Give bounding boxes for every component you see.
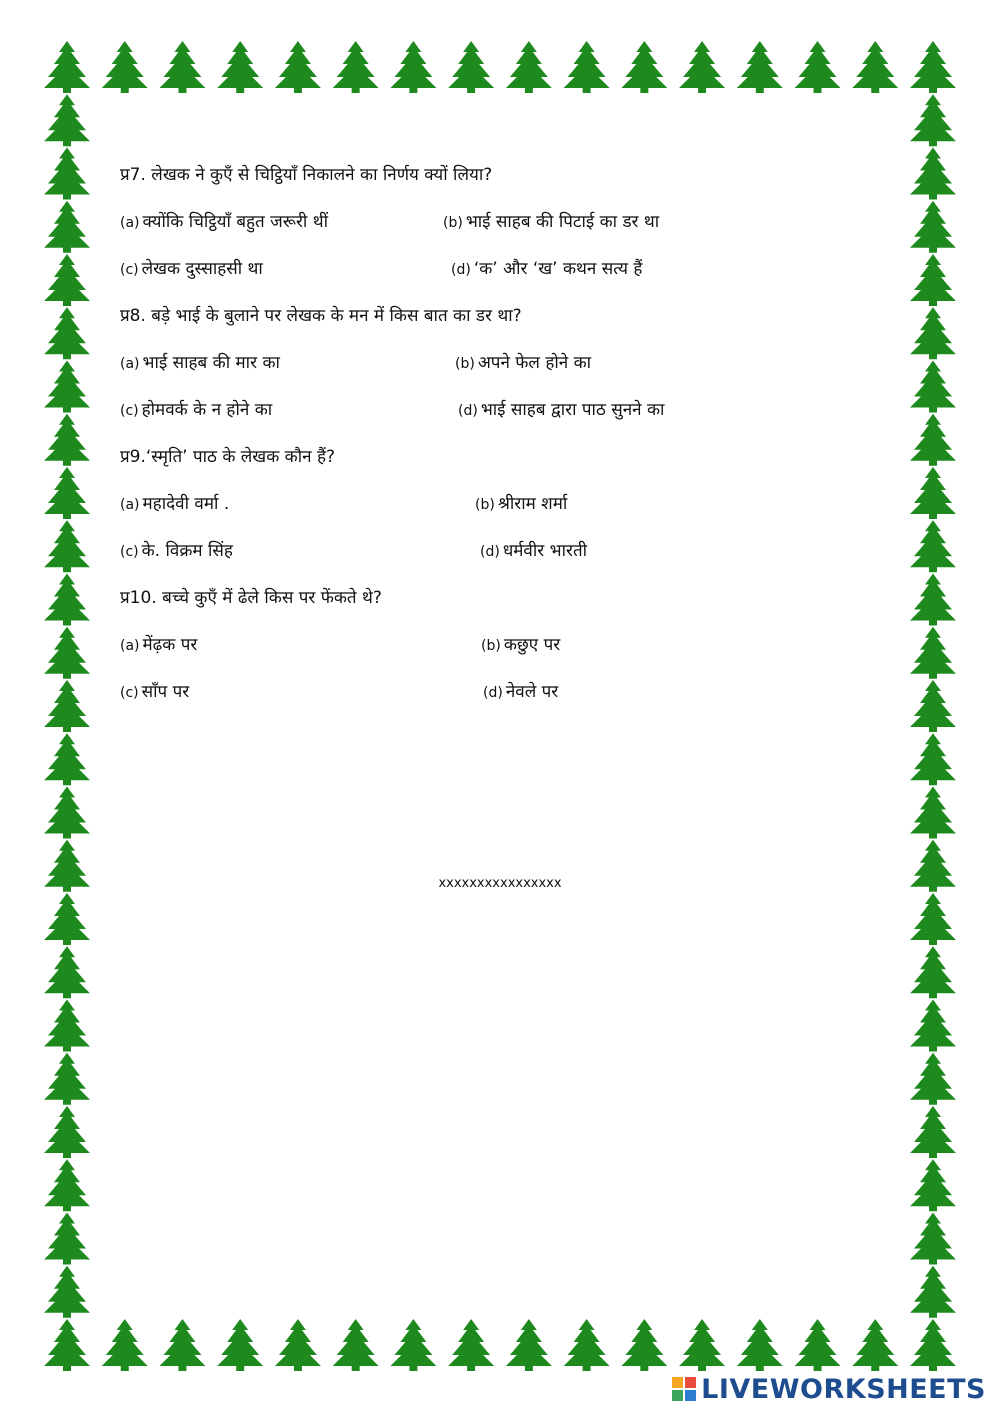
tree-icon <box>44 1213 90 1265</box>
tree-icon <box>333 41 379 93</box>
tree-icon <box>390 1319 436 1371</box>
option-tag: (b) <box>443 215 463 231</box>
tree-icon <box>102 41 148 93</box>
tree-icon <box>910 627 956 679</box>
tree-icon <box>44 787 90 839</box>
option-tag: (a) <box>120 638 140 654</box>
tree-icon <box>217 1319 263 1371</box>
tree-icon <box>333 1319 379 1371</box>
option-text: ‘क’ और ‘ख’ कथन सत्य हैं <box>473 259 643 279</box>
option-tag: (a) <box>120 215 140 231</box>
tree-icon <box>621 41 667 93</box>
option-tag: (d) <box>480 544 500 560</box>
tree-icon <box>910 893 956 945</box>
question-10-option-d[interactable] <box>483 681 558 704</box>
option-text: होमवर्क के न होने का <box>141 400 273 420</box>
tree-icon <box>737 41 783 93</box>
tree-icon <box>506 1319 552 1371</box>
tree-icon <box>44 1053 90 1105</box>
question-9: प्र9.‘स्मृति’ पाठ के लेखक कौन हैं? <box>120 447 336 467</box>
option-tag: (c) <box>120 685 139 701</box>
tree-icon <box>910 574 956 626</box>
option-text: नेवले पर <box>505 682 559 702</box>
question-7-option-d[interactable] <box>451 258 642 281</box>
question-7-option-b[interactable] <box>443 211 659 234</box>
option-text: कछुए पर <box>503 635 561 655</box>
tree-icon <box>910 1000 956 1052</box>
question-7: प्र7. लेखक ने कुएँ से चिट्ठियाँ निकालने का निर्णय क्यों लिया? <box>120 165 493 185</box>
tree-icon <box>159 1319 205 1371</box>
tree-icon <box>910 361 956 413</box>
question-7-option-a[interactable] <box>120 211 328 234</box>
question-8-option-b[interactable] <box>455 352 591 375</box>
tree-icon <box>910 1266 956 1318</box>
option-text: साँप पर <box>141 682 190 702</box>
tree-icon <box>910 1319 956 1371</box>
tree-icon <box>910 201 956 253</box>
option-text: भाई साहब की पिटाई का डर था <box>465 212 660 232</box>
option-tag: (c) <box>120 262 139 278</box>
tree-icon <box>448 41 494 93</box>
tree-icon <box>44 361 90 413</box>
tree-icon <box>910 1053 956 1105</box>
option-tag: (c) <box>120 403 139 419</box>
tree-icon <box>44 41 90 93</box>
tree-icon <box>564 41 610 93</box>
tree-icon <box>275 1319 321 1371</box>
question-8-option-d[interactable] <box>458 399 664 422</box>
tree-icon <box>852 1319 898 1371</box>
tree-icon <box>795 41 841 93</box>
tree-icon <box>44 680 90 732</box>
option-text: भाई साहब द्वारा पाठ सुनने का <box>480 400 665 420</box>
tree-icon <box>910 1159 956 1211</box>
tree-icon <box>44 307 90 359</box>
tree-icon <box>852 41 898 93</box>
tree-icon <box>621 1319 667 1371</box>
tree-icon <box>910 307 956 359</box>
tree-icon <box>506 41 552 93</box>
option-tag: (b) <box>455 356 475 372</box>
tree-icon <box>910 94 956 146</box>
tree-icon <box>275 41 321 93</box>
tree-icon <box>910 148 956 200</box>
question-8-option-a[interactable] <box>120 352 280 375</box>
tree-icon <box>102 1319 148 1371</box>
tree-icon <box>564 1319 610 1371</box>
option-text: अपने फेल होने का <box>477 353 592 373</box>
tree-icon <box>159 41 205 93</box>
tree-icon <box>44 201 90 253</box>
question-9-option-a[interactable] <box>120 493 229 516</box>
option-text: भाई साहब की मार का <box>142 353 280 373</box>
option-text: लेखक दुस्साहसी था <box>141 259 263 279</box>
tree-icon <box>44 254 90 306</box>
question-9-option-c[interactable] <box>120 540 233 563</box>
tree-icon <box>910 467 956 519</box>
question-10-option-c[interactable] <box>120 681 189 704</box>
tree-icon <box>910 414 956 466</box>
question-9-option-b[interactable] <box>475 493 567 516</box>
question-10: प्र10. बच्चे कुएँ में ढेले किस पर फेंकते थे? <box>120 588 382 608</box>
tree-icon <box>44 1319 90 1371</box>
liveworksheets-logo-text: LIVEWORKSHEETS <box>701 1373 986 1405</box>
option-text: क्योंकि चिट्ठियाँ बहुत जरूरी थीं <box>142 212 328 232</box>
option-tag: (d) <box>458 403 478 419</box>
option-text: के. विक्रम सिंह <box>141 541 233 561</box>
tree-icon <box>44 574 90 626</box>
tree-icon <box>910 41 956 93</box>
tree-icon <box>44 148 90 200</box>
option-text: धर्मवीर भारती <box>502 541 588 561</box>
tree-icon <box>44 1106 90 1158</box>
tree-icon <box>910 787 956 839</box>
tree-icon <box>910 1213 956 1265</box>
tree-icon <box>910 680 956 732</box>
tree-icon <box>44 467 90 519</box>
tree-icon <box>217 41 263 93</box>
question-8: प्र8. बड़े भाई के बुलाने पर लेखक के मन में किस बात का डर था? <box>120 306 522 326</box>
tree-icon <box>44 627 90 679</box>
end-marks: xxxxxxxxxxxxxxxx <box>438 876 562 891</box>
option-tag: (b) <box>481 638 501 654</box>
tree-icon <box>44 1266 90 1318</box>
question-10-option-a[interactable] <box>120 634 197 657</box>
tree-icon <box>44 94 90 146</box>
option-text: मेंढ़क पर <box>142 635 198 655</box>
tree-icon <box>910 254 956 306</box>
question-8-option-c[interactable] <box>120 399 272 422</box>
tree-icon <box>44 520 90 572</box>
tree-icon <box>679 41 725 93</box>
option-tag: (d) <box>483 685 503 701</box>
tree-icon <box>44 946 90 998</box>
tree-icon <box>44 414 90 466</box>
option-tag: (b) <box>475 497 495 513</box>
question-9-option-d[interactable] <box>480 540 587 563</box>
liveworksheets-logo-icon <box>671 1376 697 1402</box>
option-tag: (d) <box>451 262 471 278</box>
tree-icon <box>44 1000 90 1052</box>
option-tag: (a) <box>120 356 140 372</box>
option-text: श्रीराम शर्मा <box>497 494 568 514</box>
question-10-option-b[interactable] <box>481 634 560 657</box>
tree-icon <box>390 41 436 93</box>
tree-icon <box>910 733 956 785</box>
option-tag: (c) <box>120 544 139 560</box>
tree-icon <box>448 1319 494 1371</box>
tree-icon <box>795 1319 841 1371</box>
tree-icon <box>44 733 90 785</box>
tree-icon <box>44 1159 90 1211</box>
tree-icon <box>737 1319 783 1371</box>
tree-icon <box>910 1106 956 1158</box>
option-text: महादेवी वर्मा . <box>142 494 230 514</box>
tree-icon <box>679 1319 725 1371</box>
liveworksheets-logo[interactable] <box>671 1372 986 1406</box>
option-tag: (a) <box>120 497 140 513</box>
tree-icon <box>910 520 956 572</box>
tree-icon <box>910 946 956 998</box>
tree-icon <box>44 893 90 945</box>
question-7-option-c[interactable] <box>120 258 263 281</box>
